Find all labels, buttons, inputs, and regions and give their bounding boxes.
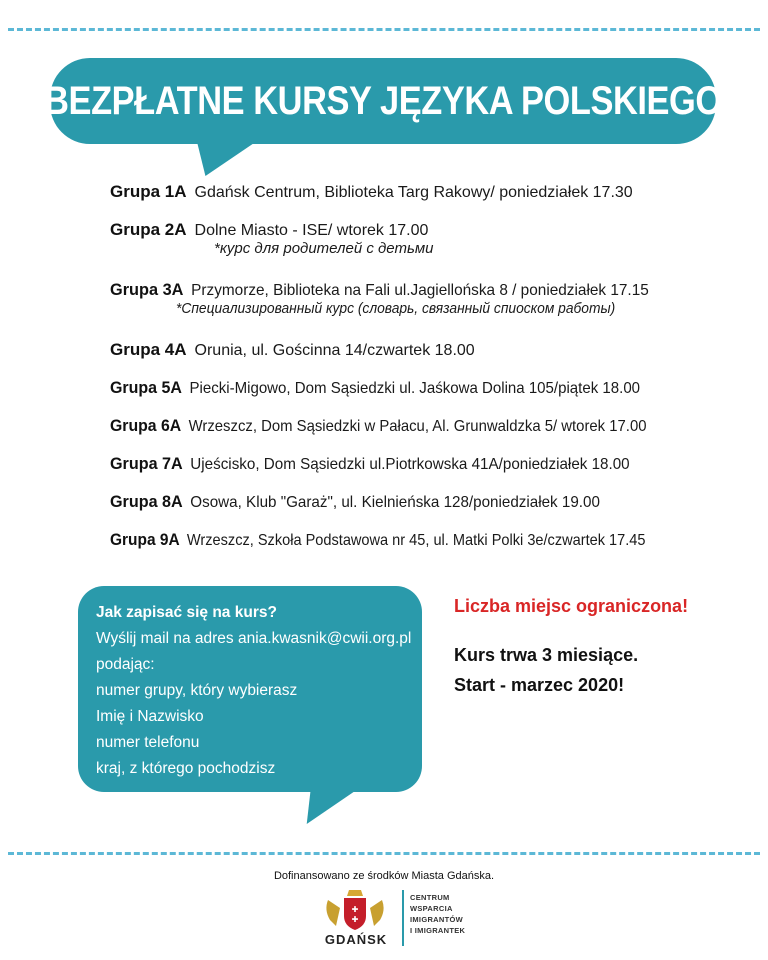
city-logo-text: GDAŃSK bbox=[324, 932, 388, 947]
group-label: Grupa 2A bbox=[110, 220, 187, 239]
signup-bubble-tail bbox=[297, 784, 366, 824]
group-item bbox=[110, 220, 730, 280]
signup-line: numer telefonu bbox=[96, 734, 200, 751]
group-details: Dolne Miasto - ISE/ wtorek 17.00 bbox=[194, 222, 429, 239]
gdansk-crest-icon bbox=[320, 886, 390, 932]
group-item bbox=[110, 416, 730, 454]
svg-text:✚: ✚ bbox=[351, 915, 359, 924]
group-details: Piecki-Migowo, Dom Sąsiedzki ul. Jaśkowa Dolina 105/piątek 18.00 bbox=[189, 380, 641, 397]
group-item bbox=[110, 340, 730, 378]
title-bubble-tail bbox=[183, 140, 258, 176]
funding-note: Dofinansowano ze środków Miasta Gdańska. bbox=[273, 870, 495, 882]
group-details: Ujeścisko, Dom Sąsiedzki ul.Piotrkowska 41A/poniedziałek 18.00 bbox=[190, 456, 630, 473]
group-label: Grupa 9A bbox=[110, 530, 180, 549]
group-note: *курс для родителей с детьми bbox=[214, 240, 434, 257]
limited-places-notice: Liczba miejsc ograniczona! bbox=[454, 596, 689, 616]
signup-line: podając: bbox=[96, 656, 155, 673]
org-line: CENTRUM bbox=[410, 893, 450, 902]
top-dashed-divider bbox=[8, 28, 760, 31]
org-line: IMIGRANTÓW bbox=[410, 915, 463, 924]
group-details: Przymorze, Biblioteka na Fali ul.Jagiellońska 8 / poniedziałek 17.15 bbox=[191, 282, 649, 299]
group-label: Grupa 6A bbox=[110, 416, 182, 435]
signup-line: Wyślij mail na adres ania.kwasnik@cwii.org.pl bbox=[96, 630, 412, 647]
group-details: Wrzeszcz, Szkoła Podstawowa nr 45, ul. Matki Polki 3e/czwartek 17.45 bbox=[186, 532, 646, 549]
group-label: Grupa 1A bbox=[110, 182, 187, 201]
group-item bbox=[110, 454, 730, 492]
group-details: Wrzeszcz, Dom Sąsiedzki w Pałacu, Al. Grunwaldzka 5/ wtorek 17.00 bbox=[188, 418, 647, 435]
course-duration bbox=[454, 640, 638, 700]
signup-info-bubble bbox=[78, 586, 422, 792]
organization-logo-text bbox=[410, 892, 465, 936]
group-label: Grupa 3A bbox=[110, 280, 184, 299]
group-details: Osowa, Klub "Garaż", ul. Kielnieńska 128/poniedziałek 19.00 bbox=[190, 494, 600, 511]
page-title: BEZPŁATNE KURSY JĘZYKA POLSKIEGO bbox=[44, 78, 722, 123]
group-details: Gdańsk Centrum, Biblioteka Targ Rakowy/ poniedziałek 17.30 bbox=[194, 184, 633, 201]
group-label: Grupa 8A bbox=[110, 492, 183, 511]
group-details: Orunia, ul. Gościnna 14/czwartek 18.00 bbox=[194, 342, 475, 359]
group-label: Grupa 7A bbox=[110, 454, 183, 473]
group-list bbox=[110, 182, 730, 568]
signup-line: numer grupy, który wybierasz bbox=[96, 682, 298, 699]
signup-line: kraj, z którego pochodzisz bbox=[96, 760, 276, 777]
svg-text:✚: ✚ bbox=[351, 905, 359, 914]
org-line: WSPARCIA bbox=[410, 904, 453, 913]
start-date-line: Start - marzec 2020! bbox=[454, 675, 625, 695]
duration-line: Kurs trwa 3 miesiące. bbox=[454, 645, 639, 665]
group-item bbox=[110, 280, 730, 340]
group-item bbox=[110, 378, 730, 416]
group-label: Grupa 4A bbox=[110, 340, 187, 359]
group-note: *Специализированный курс (словарь, связанный спиоском работы) bbox=[176, 300, 616, 317]
title-bubble bbox=[44, 58, 722, 144]
signup-line: Imię i Nazwisko bbox=[96, 708, 204, 725]
group-label: Grupa 5A bbox=[110, 378, 182, 397]
logo-divider bbox=[402, 890, 404, 946]
group-item bbox=[110, 530, 730, 568]
bottom-dashed-divider bbox=[8, 852, 760, 855]
group-item bbox=[110, 182, 730, 220]
group-item bbox=[110, 492, 730, 530]
org-line: I IMIGRANTEK bbox=[410, 926, 466, 935]
signup-title: Jak zapisać się na kurs? bbox=[96, 604, 277, 621]
